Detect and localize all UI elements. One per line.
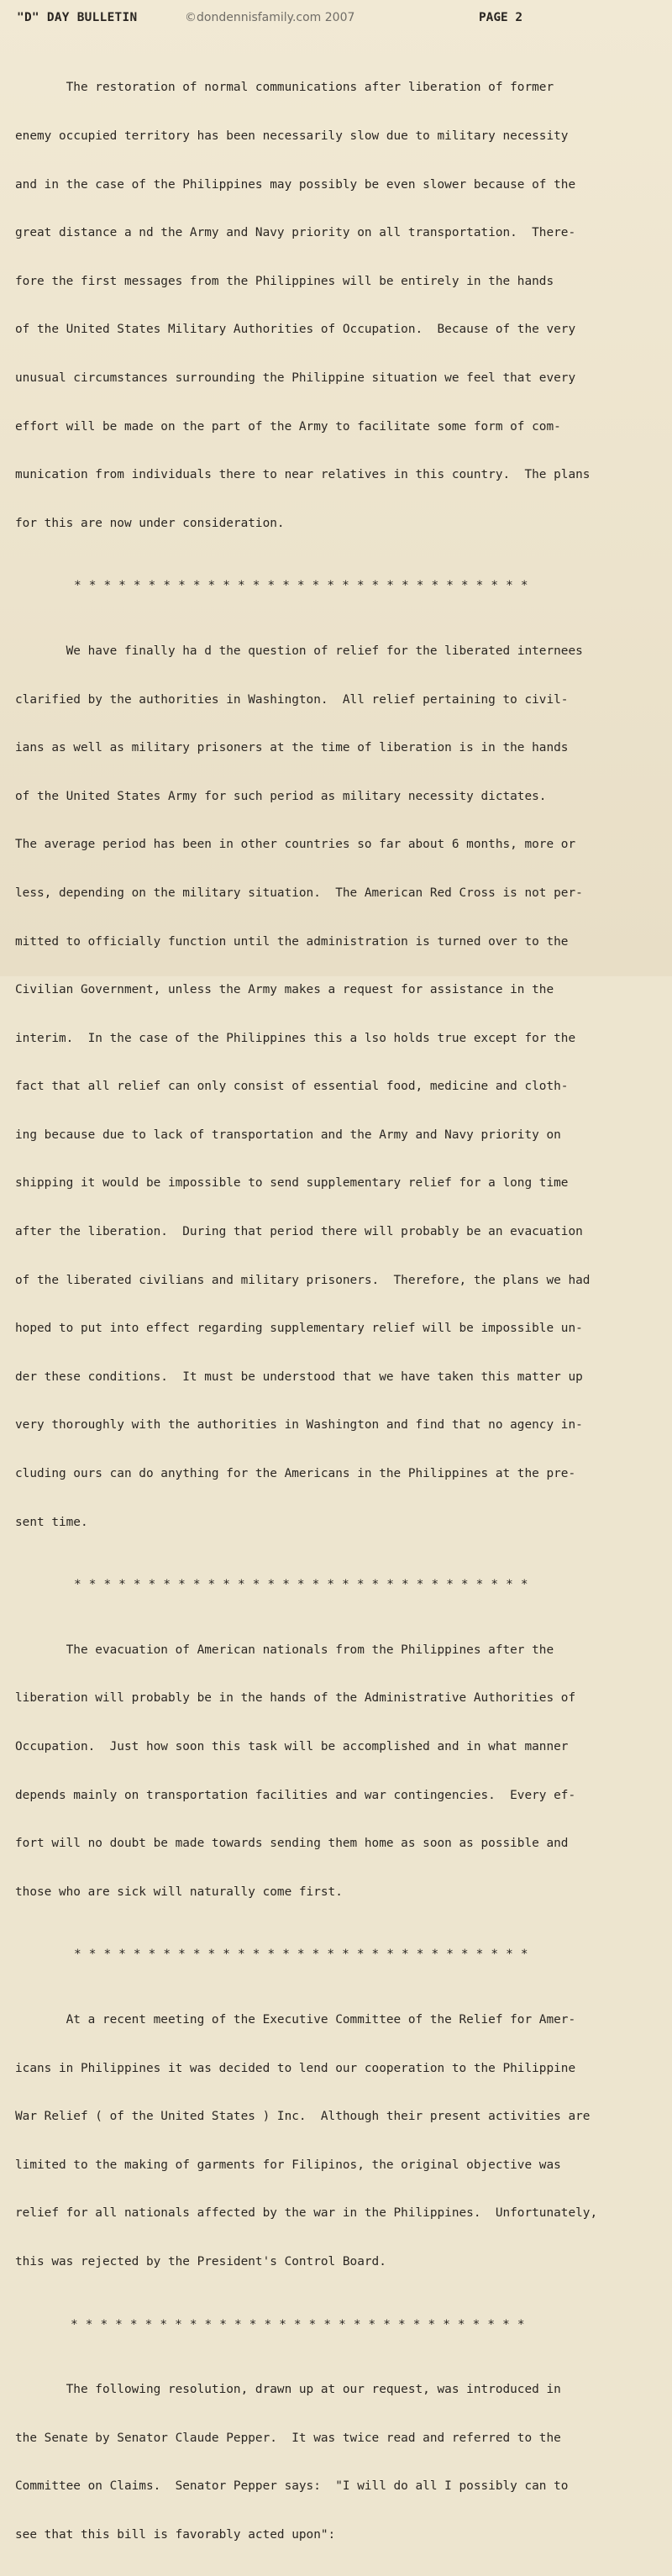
text-line: unusual circumstances surrounding the Philippine situation we feel that every [15,371,576,385]
text-line: hoped to put into effect regarding supplementary relief will be impossible un- [15,1322,583,1336]
text-line: clarified by the authorities in Washington. All relief pertaining to civil- [15,692,569,707]
text-line: liberation will probably be in the hands of the Administrative Authorities of [15,1691,576,1706]
page-number: PAGE 2 [479,11,522,24]
text-line: relief for all nationals affected by the war in the Philippines. Unfortunately, [15,2206,598,2221]
text-line: depends mainly on transportation facilities and war contingencies. Every ef- [15,1788,576,1802]
text-line: Occupation. Just how soon this task will be accomplished and in what manner [15,1740,569,1753]
separator-stars: * * * * * * * * * * * * * * * * * * * * * * * * * * * * * * * [74,1578,528,1592]
text-line: limited to the making of garments for Filipinos, the original objective was [15,2158,561,2172]
text-line: see that this bill is favorably acted upon": [15,2527,336,2542]
text-line: interim. In the case of the Philippines this a lso holds true except for the [15,1031,576,1045]
text-line: ians as well as military prisoners at the time of liberation is in the hands [15,741,569,755]
text-line: ing because due to lack of transportation and the Army and Navy priority on [15,1128,561,1142]
text-line: of the United States Military Authorities of Occupation. Because of the very [15,323,576,337]
paragraph-resolution [15,2350,662,2576]
text-line: The restoration of normal communications after liberation of former [15,81,554,95]
text-line: those who are sick will naturally come first. [15,1885,343,1899]
text-line: The average period has been in other countries so far about 6 months, more or [15,838,576,852]
text-line: der these conditions. It must be understood that we have taken this matter up [15,1369,583,1384]
text-line: enemy occupied territory has been necessarily slow due to military necessity [15,129,569,143]
separator-stars: * * * * * * * * * * * * * * * * * * * * * * * * * * * * * * * [71,2317,525,2332]
text-line: Civilian Government, unless the Army makes a request for assistance in the [15,983,554,997]
text-line: cluding ours can do anything for the Americans in the Philippines at the pre- [15,1467,576,1481]
text-line: At a recent meeting of the Executive Committee of the Relief for Amer- [15,2012,576,2027]
text-line: less, depending on the military situation. The American Red Cross is not per- [15,886,583,900]
text-line: very thoroughly with the authorities in Washington and find that no agency in- [15,1418,583,1433]
text-line: effort will be made on the part of the Army to facilitate some form of com- [15,419,561,434]
separator-stars: * * * * * * * * * * * * * * * * * * * * * * * * * * * * * * * [74,1948,528,1962]
copyright-watermark: ©dondennisfamily.com 2007 [185,11,355,24]
text-line: The following resolution, drawn up at our request, was introduced in [15,2383,561,2397]
text-line: of the United States Army for such period as military necessity dictates. [15,789,547,803]
text-line: great distance a nd the Army and Navy priority on all transportation. There- [15,226,576,240]
paragraph-executive-committee [15,1980,662,2303]
paragraph-evacuation [15,1610,662,1932]
separator-stars: * * * * * * * * * * * * * * * * * * * * * * * * * * * * * * * [74,579,528,593]
text-line: sent time. [15,1515,88,1529]
text-line: for this are now under consideration. [15,516,285,530]
bulletin-title: "D" DAY BULLETIN [17,11,138,24]
text-line: The evacuation of American nationals from the Philippines after the [15,1643,554,1657]
page-header [17,10,664,29]
text-line: fact that all relief can only consist of essential food, medicine and cloth- [15,1080,569,1094]
text-line: War Relief ( of the United States ) Inc. Although their present activities are [15,2110,591,2124]
bulletin-body [15,48,662,2576]
text-line: and in the case of the Philippines may possibly be even slower because of the [15,177,576,192]
paragraph-communications [15,48,662,564]
text-line: mitted to officially function until the administration is turned over to the [15,934,569,949]
text-line: fore the first messages from the Philippines will be entirely in the hands [15,274,554,288]
text-line: after the liberation. During that period there will probably be an evacuation [15,1225,583,1239]
paragraph-relief [15,612,662,1564]
text-line: of the liberated civilians and military prisoners. Therefore, the plans we had [15,1273,591,1287]
text-line: We have finally ha d the question of relief for the liberated internees [15,644,583,658]
text-line: munication from individuals there to near relatives in this country. The plans [15,468,591,482]
text-line: Committee on Claims. Senator Pepper says: "I will do all I possibly can to [15,2479,569,2494]
text-line: the Senate by Senator Claude Pepper. It was twice read and referred to the [15,2431,561,2445]
text-line: shipping it would be impossible to send supplementary relief for a long time [15,1176,569,1191]
text-line: icans in Philippines it was decided to lend our cooperation to the Philippine [15,2061,576,2075]
text-line: this was rejected by the President's Control Board. [15,2254,386,2268]
text-line: fort will no doubt be made towards sending them home as soon as possible and [15,1837,569,1851]
